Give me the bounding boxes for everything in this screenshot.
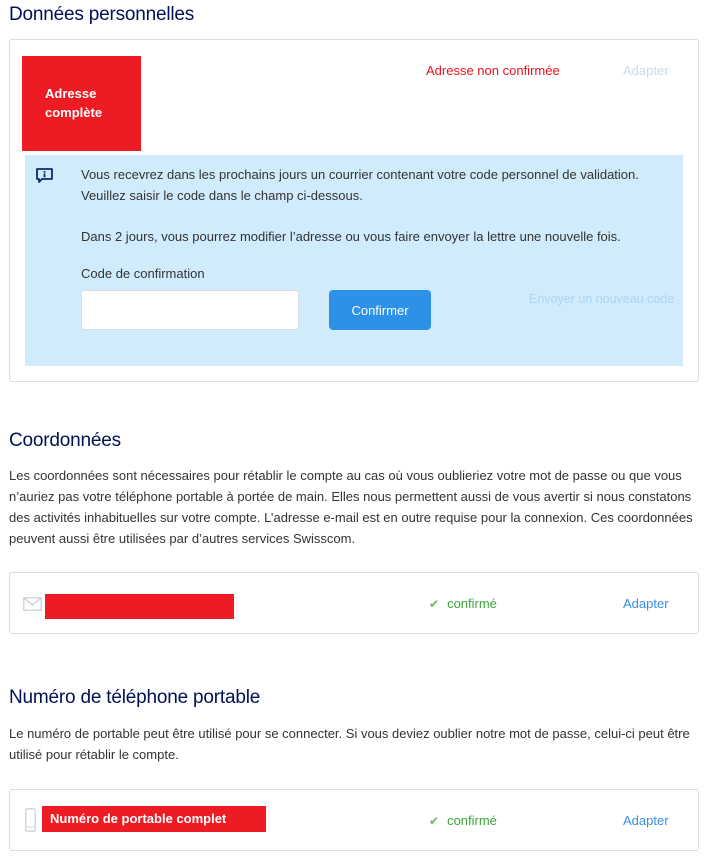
address-validation-info-box <box>25 155 683 366</box>
email-redacted <box>45 594 234 619</box>
edit-email-link[interactable]: Adapter <box>623 596 669 611</box>
checkmark-icon: ✔ <box>429 814 440 828</box>
mobile-card <box>9 789 699 851</box>
contact-description: Les coordonnées sont nécessaires pour rétablir le compte au cas où vous oublieriez votre mot de passe ou que vous n’auriez pas votre téléphone portable à portée de main. Elles nous permettent aussi de vous avertir si nous constatons des activités inhabituelles sur votre compte. L’adresse e-mail est en outre requise pour la connexion. Ces coordonnées peuvent aussi être utilisées par d’autres services Swisscom. <box>9 468 693 546</box>
confirm-button[interactable]: Confirmer <box>329 290 431 330</box>
envelope-icon <box>23 597 42 611</box>
info-paragraph-1: Vous recevrez dans les prochains jours un courrier contenant votre code personnel de validation. Veuillez saisir le code dans le champ ci-dessous. <box>81 167 639 203</box>
section-title-mobile: Numéro de téléphone portable <box>9 687 261 708</box>
section-title-contact: Coordonnées <box>9 430 121 451</box>
mobile-description: Le numéro de portable peut être utilisé pour se connecter. Si vous deviez oublier notre mot de passe, celui-ci peut être utilisé pour rétablir le compte. <box>9 726 690 762</box>
edit-address-link[interactable]: Adapter <box>623 63 669 78</box>
address-redacted: Adresse complète <box>22 56 141 151</box>
phone-status-label: confirmé <box>447 813 497 828</box>
phone-status <box>429 813 497 828</box>
code-label: Code de confirmation <box>81 266 205 281</box>
checkmark-icon: ✔ <box>429 597 440 611</box>
mobile-phone-icon <box>25 808 36 832</box>
email-card <box>9 572 699 634</box>
address-status: Adresse non confirmée <box>426 63 560 78</box>
section-title-personal-data: Données personnelles <box>9 4 195 25</box>
phone-redacted: Numéro de portable complet <box>42 806 266 832</box>
info-speech-bubble-icon <box>35 167 54 184</box>
edit-phone-link[interactable]: Adapter <box>623 813 669 828</box>
email-status <box>429 596 497 611</box>
resend-code-link[interactable]: Envoyer un nouveau code <box>529 292 675 306</box>
email-status-label: confirmé <box>447 596 497 611</box>
info-paragraph-2: Dans 2 jours, vous pourrez modifier l’adresse ou vous faire envoyer la lettre une nouvelle fois. <box>81 229 621 244</box>
confirmation-code-input[interactable] <box>81 290 299 330</box>
